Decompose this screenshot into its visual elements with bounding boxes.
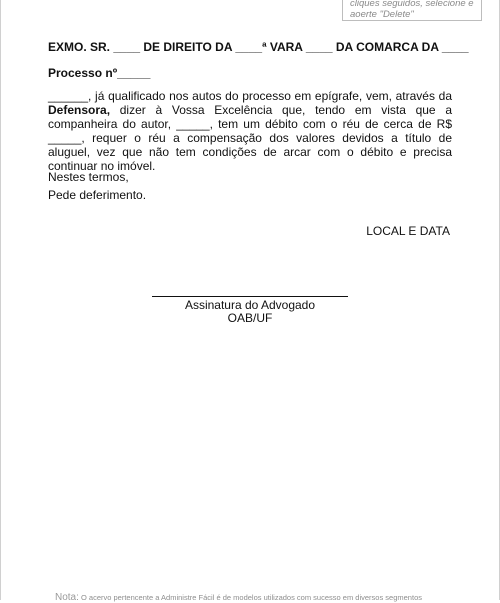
body-text-bold: Defensora,	[48, 103, 111, 117]
local-and-date: LOCAL E DATA	[366, 224, 450, 238]
closing-line-terms: Nestes termos,	[48, 170, 129, 184]
signature-oab: OAB/UF	[227, 311, 273, 325]
hint-line-2: aoerte "Delete"	[350, 8, 414, 20]
closing-line-request: Pede deferimento.	[48, 188, 147, 202]
footnote	[55, 592, 422, 603]
hint-line-1: cliques seguidos, selecione e	[350, 0, 474, 9]
footnote-label: Nota:	[55, 592, 79, 603]
body-text-part-2: dizer à Vossa Excelência que, tendo em vista que a companheira do autor, _____, tem um débito com o réu de cerca de R$ _____, requer o réu a compensação dos valores devidos a título de aluguel, vez que não tem condições de arcar com o débito e precisa continuar no imóvel.	[48, 103, 452, 173]
signature-line	[152, 296, 348, 297]
process-number: Processo nº_____	[48, 66, 151, 80]
petition-body	[48, 89, 452, 173]
signature-name: Assinatura do Advogado	[184, 298, 316, 312]
document-header: EXMO. SR. ____ DE DIREITO DA ____ª VARA ____ DA COMARCA DA ____	[48, 40, 469, 54]
footnote-text: O acervo pertencente a Administre Fácil é de modelos utilizados com sucesso em diversos segmentos	[78, 593, 422, 602]
body-text-part-1: ______, já qualificado nos autos do processo em epígrafe, vem, através da	[48, 89, 452, 103]
editing-hint-box	[342, 0, 482, 21]
